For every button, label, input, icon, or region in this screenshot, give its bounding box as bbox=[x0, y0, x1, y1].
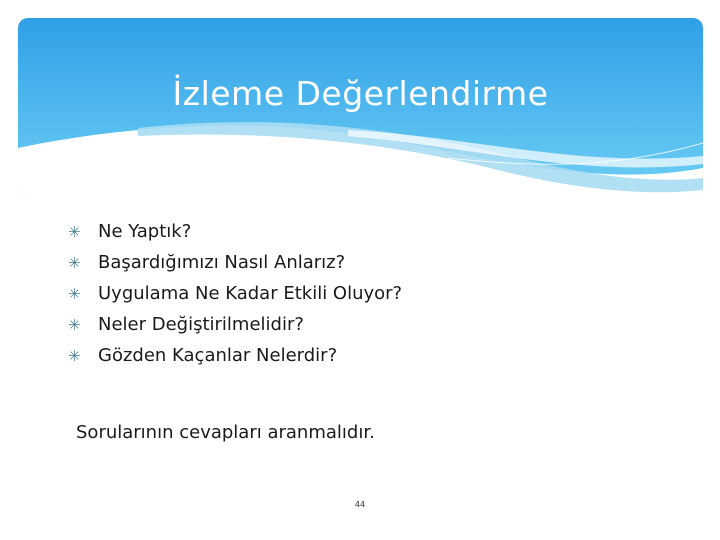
asterisk-bullet-icon: ✳ bbox=[68, 316, 81, 334]
title-banner bbox=[18, 18, 703, 198]
slide-title: İzleme Değerlendirme bbox=[172, 74, 549, 113]
bullet-text: Başardığımızı Nasıl Anlarız? bbox=[98, 252, 346, 273]
list-item bbox=[68, 247, 402, 278]
asterisk-bullet-icon: ✳ bbox=[68, 223, 81, 241]
list-item bbox=[68, 216, 402, 247]
bullet-text: Uygulama Ne Kadar Etkili Oluyor? bbox=[98, 283, 403, 304]
bullet-text: Neler Değiştirilmelidir? bbox=[98, 314, 304, 335]
asterisk-bullet-icon: ✳ bbox=[68, 285, 81, 303]
bullet-list bbox=[68, 216, 402, 371]
page-number: 44 bbox=[354, 500, 366, 509]
bullet-text: Gözden Kaçanlar Nelerdir? bbox=[98, 345, 338, 366]
list-item bbox=[68, 340, 402, 371]
bullet-text: Ne Yaptık? bbox=[98, 221, 192, 242]
asterisk-bullet-icon: ✳ bbox=[68, 254, 81, 272]
list-item bbox=[68, 278, 402, 309]
list-item bbox=[68, 309, 402, 340]
closing-note: Sorularının cevapları aranmalıdır. bbox=[76, 422, 375, 443]
asterisk-bullet-icon: ✳ bbox=[68, 347, 81, 365]
